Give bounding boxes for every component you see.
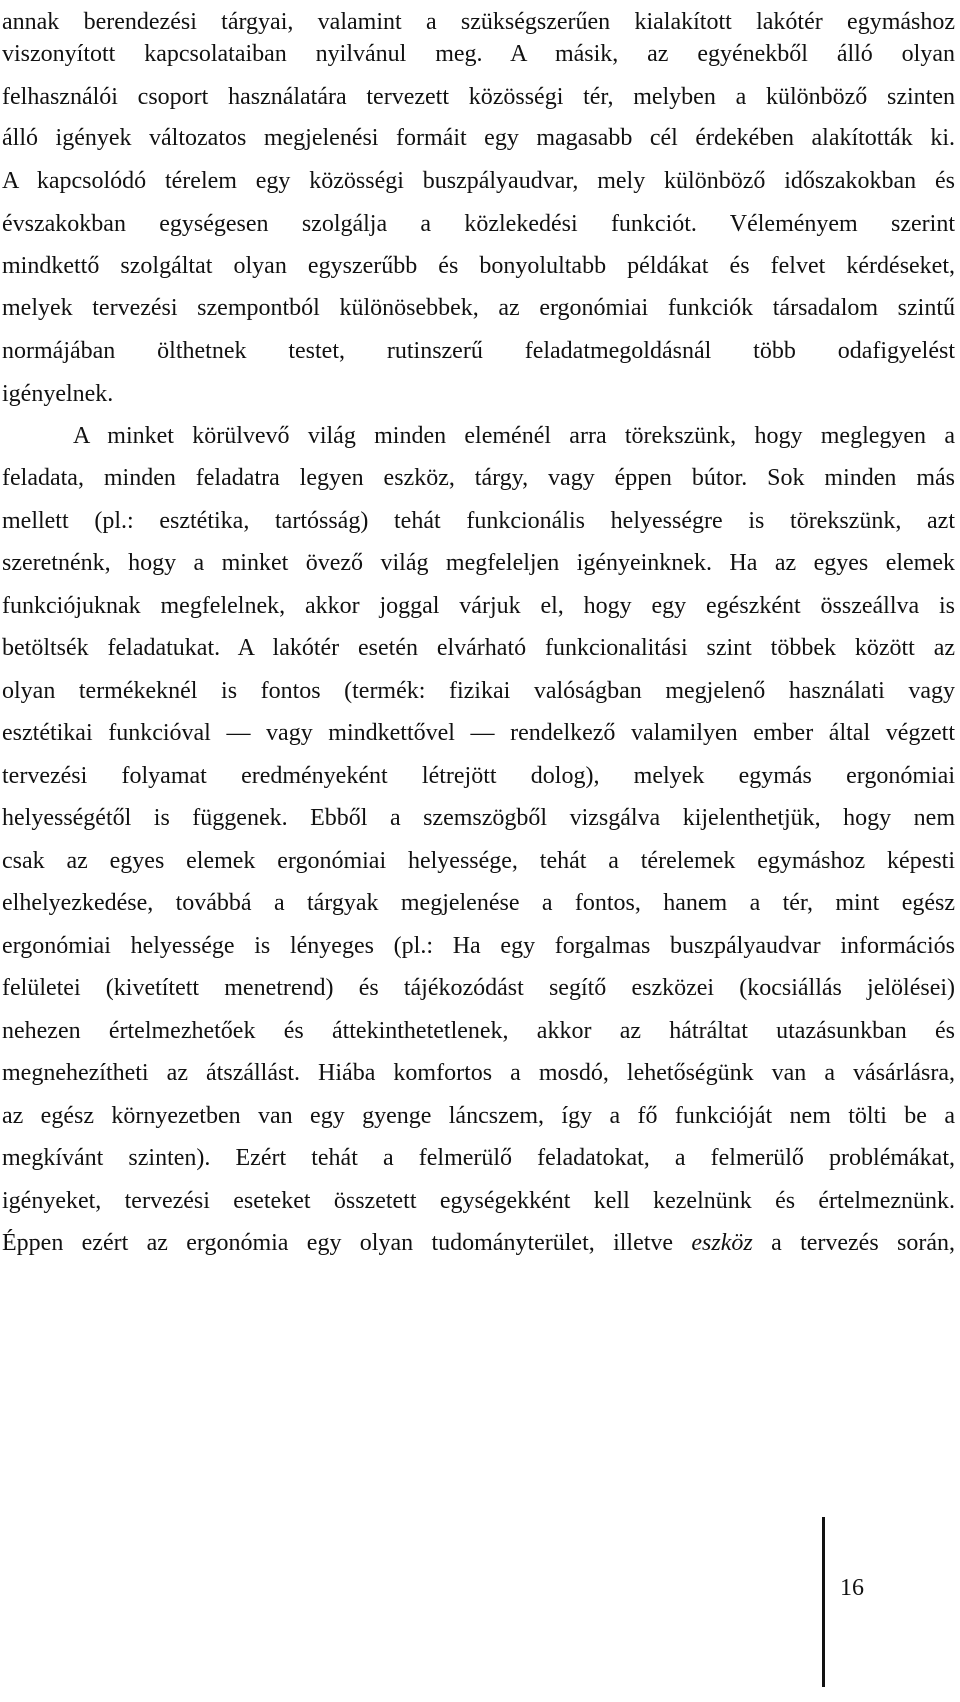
text-line: melyek tervezési szempontból különösebbek, az ergonómiai funkciók társadalom szintű xyxy=(2,295,955,321)
paragraph-first-line: A minket körülvevő világ minden eleménél arra törekszünk, hogy meglegyen a xyxy=(73,423,955,449)
text-line: igényelnek. xyxy=(2,381,114,407)
text-line: A kapcsolódó térelem egy közösségi buszpályaudvar, mely különböző időszakokban és xyxy=(2,168,955,194)
text-line: elhelyezkedése, továbbá a tárgyak megjelenése a fontos, hanem a tér, mint egész xyxy=(2,890,955,916)
text-line: olyan termékeknél is fontos (termék: fizikai valóságban megjelenő használati vagy xyxy=(2,678,955,704)
text-line: ergonómiai helyessége is lényeges (pl.: Ha egy forgalmas buszpályaudvar információs xyxy=(2,933,955,959)
text-run: Éppen ezért az ergonómia egy olyan tudományterület, illetve xyxy=(2,1230,692,1256)
text-line: funkciójuknak megfelelnek, akkor joggal várjuk el, hogy egy egészként összeállva is xyxy=(2,593,955,619)
text-line-with-emphasis xyxy=(2,1229,955,1257)
text-line: felhasználói csoport használatára tervezett közösségi tér, melyben a különböző szinten xyxy=(2,84,955,110)
text-line: álló igények változatos megjelenési formáit egy magasabb cél érdekében alakították ki. xyxy=(2,125,955,151)
text-line: helyességétől is függenek. Ebből a szemszögből vizsgálva kijelenthetjük, hogy nem xyxy=(2,805,955,831)
text-line: igényeket, tervezési eseteket összetett egységekként kell kezelnünk és értelmeznünk. xyxy=(2,1188,955,1214)
text-line: megkívánt szinten). Ezért tehát a felmerülő feladatokat, a felmerülő problémákat, xyxy=(2,1145,955,1171)
text-line: mindkettő szolgáltat olyan egyszerűbb és bonyolultabb példákat és felvet kérdéseket, xyxy=(2,253,955,279)
text-line: esztétikai funkcióval — vagy mindkettővel — rendelkező valamilyen ember által végzett xyxy=(2,720,955,746)
text-line: megnehezítheti az átszállást. Hiába komfortos a mosdó, lehetőségünk van a vásárlásra, xyxy=(2,1060,955,1086)
text-line: nehezen értelmezhetőek és áttekinthetetlenek, akkor az hátráltat utazásunkban és xyxy=(2,1018,955,1044)
emphasized-word: eszköz xyxy=(691,1230,753,1256)
text-line: szeretnénk, hogy a minket övező világ megfeleljen igényeinknek. Ha az egyes elemek xyxy=(2,550,955,576)
text-line: évszakokban egységesen szolgálja a közlekedési funkciót. Véleményem szerint xyxy=(2,211,955,237)
page-number: 16 xyxy=(840,1575,864,1601)
text-line: az egész környezetben van egy gyenge láncszem, így a fő funkcióját nem tölti be a xyxy=(2,1103,955,1129)
text-line: feladata, minden feladatra legyen eszköz, tárgy, vagy éppen bútor. Sok minden más xyxy=(2,465,955,491)
text-line: csak az egyes elemek ergonómiai helyessége, tehát a térelemek egymáshoz képesti xyxy=(2,848,955,874)
text-line: felületei (kivetített menetrend) és tájékozódást segítő eszközei (kocsiállás jelölései) xyxy=(2,975,955,1001)
text-line: annak berendezési tárgyai, valamint a szükségszerűen kialakított lakótér egymáshoz xyxy=(2,9,955,35)
text-line: betöltsék feladatukat. A lakótér esetén elvárható funkcionalitási szint többek között az xyxy=(2,635,955,661)
text-line: normájában ölthetnek testet, rutinszerű feladatmegoldásnál több odafigyelést xyxy=(2,338,955,364)
text-line: mellett (pl.: esztétika, tartósság) tehát funkcionális helyességre is törekszünk, azt xyxy=(2,508,955,534)
text-line: tervezési folyamat eredményeként létrejött dolog), melyek egymás ergonómiai xyxy=(2,763,955,789)
text-line: viszonyított kapcsolataiban nyilvánul meg. A másik, az egyénekből álló olyan xyxy=(2,41,955,67)
text-run: a tervezés során, xyxy=(752,1230,956,1256)
page-number-rule xyxy=(822,1517,825,1687)
